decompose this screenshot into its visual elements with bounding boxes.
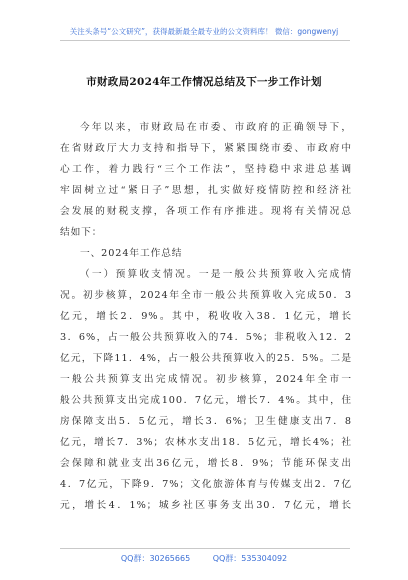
body-line: 元，增长4．1%；城乡社区事务支出30．7亿元，增长 bbox=[60, 500, 352, 511]
body-line: 房保障支出5．5亿元，增长3．6%；卫生健康支出7．8 bbox=[60, 416, 352, 427]
body-line: 结如下： bbox=[60, 227, 103, 238]
body-line: 今年以来，市财政局在市委、市政府的正确领导下， bbox=[80, 122, 352, 133]
body-line: 一般公共预算支出完成情况。初步核算，2024年全市一 bbox=[60, 374, 352, 385]
footer-contacts bbox=[0, 553, 408, 564]
footer-qq-group-2: QQ群：535304092 bbox=[212, 554, 288, 563]
header-note: 关注头条号“公文研究”，获得最新最全最专业的公文资料库！ 微信：gongwenyj bbox=[69, 27, 339, 36]
body-line: 牢固树立过“紧日子”思想，扎实做好疫情防控和经济社 bbox=[60, 185, 352, 196]
footer-divider bbox=[60, 548, 350, 549]
header-divider bbox=[60, 40, 350, 41]
body-line: 亿元，下降11．4%，占一般公共预算收入的25．5%。二是 bbox=[60, 353, 352, 364]
body-line: （一）预算收支情况。一是一般公共预算收入完成情 bbox=[80, 269, 352, 280]
document-body bbox=[60, 117, 352, 516]
body-line: 会保障和就业支出36亿元，增长8．9%；节能环保支出 bbox=[60, 458, 352, 469]
body-line: 况。初步核算，2024年全市一般公共预算收入完成50．3 bbox=[60, 290, 352, 301]
body-line: 般公共预算支出完成100．7亿元，增长7．4%。其中，住 bbox=[60, 395, 352, 406]
body-line: 4．7亿元，下降9．7%；文化旅游体育与传媒支出2．7亿 bbox=[60, 479, 352, 490]
section-heading: 一、2024年工作总结 bbox=[80, 248, 183, 259]
body-line: 亿元，增长2．9%。其中，税收收入38．1亿元，增长 bbox=[60, 311, 352, 322]
body-line: 心工作，着力践行“三个工作法”，坚持稳中求进总基调 bbox=[60, 164, 352, 175]
body-line: 在省财政厅大力支持和指导下，紧紧围绕市委、市政府中 bbox=[60, 143, 352, 154]
body-line: 会发展的财税支撑，各项工作有序推进。现将有关情况总 bbox=[60, 206, 352, 217]
body-line: 亿元，增长7．3%；农林水支出18．5亿元，增长4%；社 bbox=[60, 437, 352, 448]
footer-qq-group-1: QQ群：30265665 bbox=[120, 554, 191, 563]
document-title: 市财政局2024年工作情况总结及下一步工作计划 bbox=[86, 76, 322, 88]
body-line: 3．6%，占一般公共预算收入的74．5%；非税收入12．2 bbox=[60, 332, 352, 343]
